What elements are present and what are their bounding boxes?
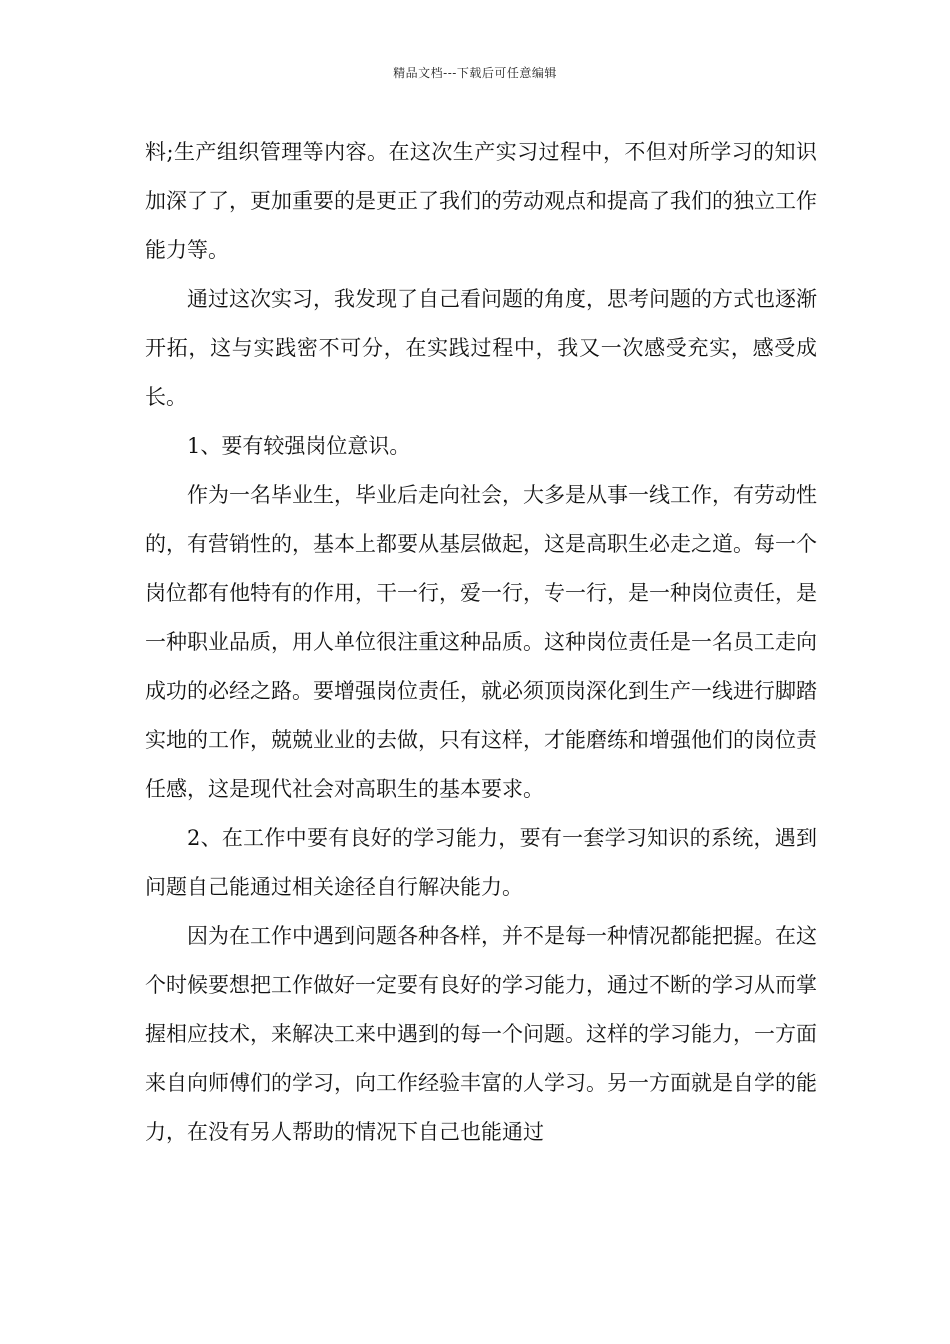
paragraph: 料;生产组织管理等内容。在这次生产实习过程中，不但对所学习的知识加深了了，更加重要的是更正了我们的劳动观点和提高了我们的独立工作能力等。 (145, 140, 817, 262)
section-heading: 2、在工作中要有良好的学习能力，要有一套学习知识的系统，遇到问题自己能通过相关途径自行解决能力。 (145, 826, 817, 899)
document-body (145, 128, 817, 1157)
paragraph: 作为一名毕业生，毕业后走向社会，大多是从事一线工作，有劳动性的，有营销性的，基本上都要从基层做起，这是高职生必走之道。每一个岗位都有他特有的作用，干一行，爱一行，专一行，是一种岗位责任，是一种职业品质，用人单位很注重这种品质。这种岗位责任是一名员工走向成功的必经之路。要增强岗位责任，就必须顶岗深化到生产一线进行脚踏实地的工作，兢兢业业的去做，只有这样，才能磨练和增强他们的岗位责任感，这是现代社会对高职生的基本要求。 (145, 483, 817, 801)
page-header: 精品文档---下载后可任意编辑 (393, 66, 557, 80)
section-heading: 1、要有较强岗位意识。 (187, 434, 411, 458)
paragraph: 通过这次实习，我发现了自己看问题的角度，思考问题的方式也逐渐开拓，这与实践密不可分，在实践过程中，我又一次感受充实，感受成长。 (145, 287, 817, 409)
paragraph: 因为在工作中遇到问题各种各样，并不是每一种情况都能把握。在这个时候要想把工作做好一定要有良好的学习能力，通过不断的学习从而掌握相应技术，来解决工来中遇到的每一个问题。这样的学习能力，一方面来自向师傅们的学习，向工作经验丰富的人学习。另一方面就是自学的能力，在没有另人帮助的情况下自己也能通过 (145, 924, 817, 1144)
